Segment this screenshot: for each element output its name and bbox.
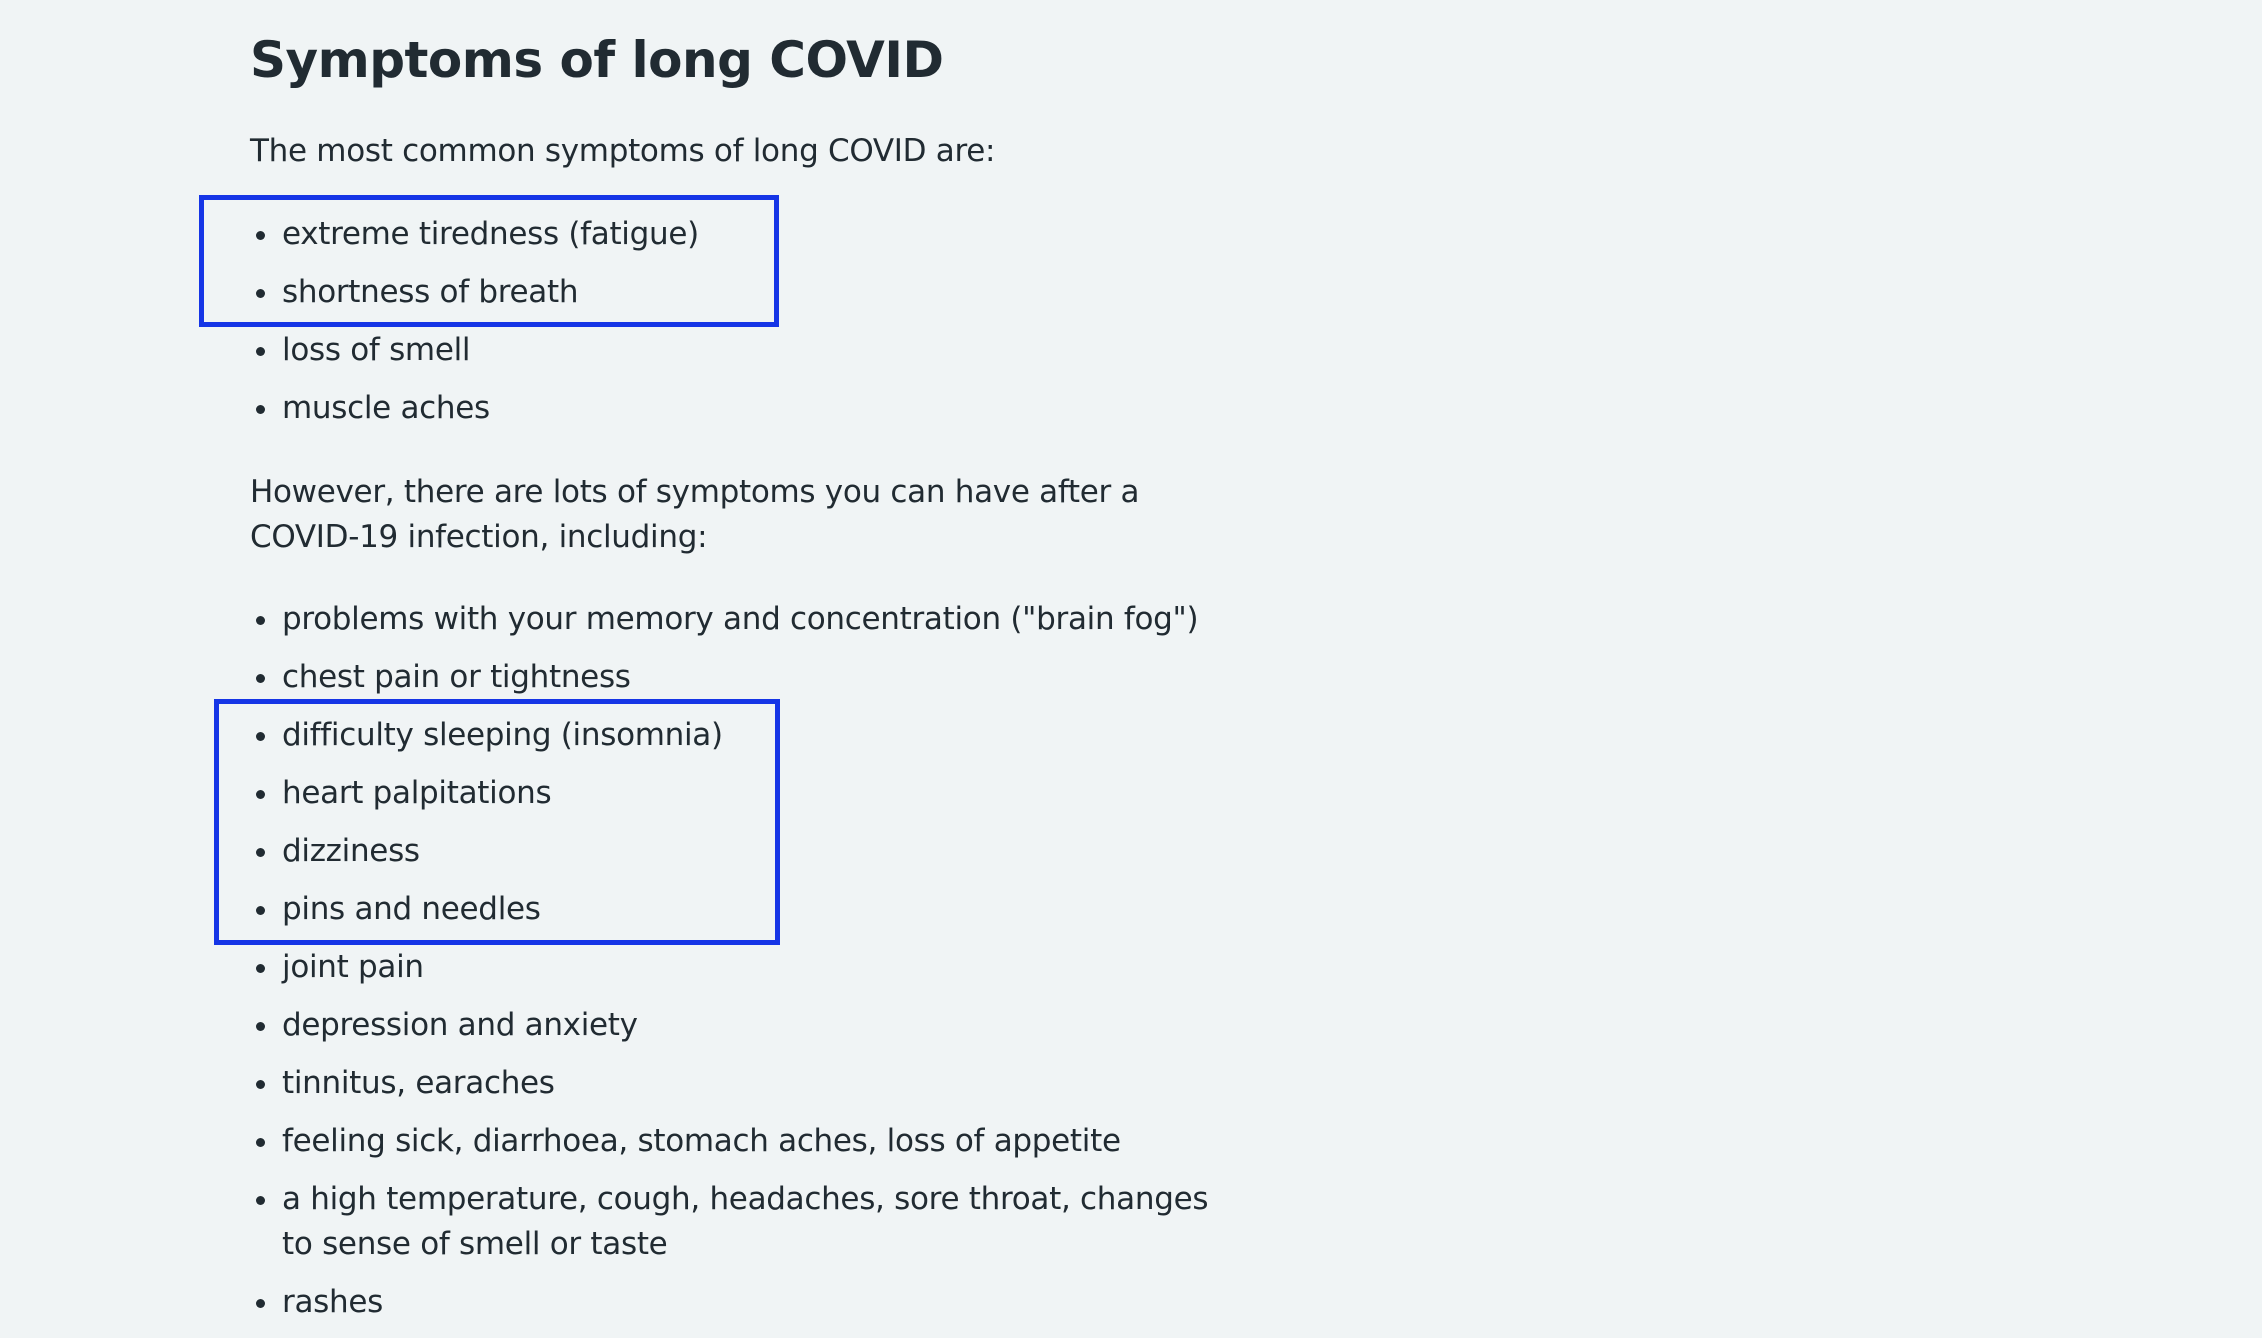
bullet-icon (256, 1080, 265, 1089)
list-item: loss of smell (250, 328, 1300, 373)
bullet-icon (256, 289, 265, 298)
bullet-icon (256, 790, 265, 799)
bullet-icon (256, 405, 265, 414)
list-item: shortness of breath (250, 270, 1300, 315)
list-item: feeling sick, diarrhoea, stomach aches, loss of appetite (250, 1119, 1300, 1164)
list-item: problems with your memory and concentration ("brain fog") (250, 597, 1300, 642)
bullet-icon (256, 848, 265, 857)
list-item: heart palpitations (250, 771, 1300, 816)
list-item: tinnitus, earaches (250, 1061, 1300, 1106)
list-item: a high temperature, cough, headaches, sore throat, changes to sense of smell or taste (250, 1177, 1300, 1267)
list-item: chest pain or tightness (250, 655, 1300, 700)
page-title: Symptoms of long COVID (250, 31, 944, 89)
list-item: extreme tiredness (fatigue) (250, 212, 1300, 257)
list-item: difficulty sleeping (insomnia) (250, 713, 1300, 758)
bullet-icon (256, 964, 265, 973)
however-paragraph: However, there are lots of symptoms you can have after a COVID-19 infection, including: (250, 474, 1140, 555)
list-item: dizziness (250, 829, 1300, 874)
list-item: muscle aches (250, 386, 1300, 431)
bullet-icon (256, 1299, 265, 1308)
bullet-icon (256, 1022, 265, 1031)
common-symptoms-list (250, 212, 1300, 444)
bullet-icon (256, 1196, 265, 1205)
bullet-icon (256, 674, 265, 683)
list-item: pins and needles (250, 887, 1300, 932)
bullet-icon (256, 231, 265, 240)
bullet-icon (256, 732, 265, 741)
bullet-icon (256, 616, 265, 625)
list-item: rashes (250, 1280, 1300, 1325)
bullet-icon (256, 1138, 265, 1147)
bullet-icon (256, 906, 265, 915)
other-symptoms-list (250, 597, 1300, 1338)
list-item: depression and anxiety (250, 1003, 1300, 1048)
bullet-icon (256, 347, 265, 356)
intro-paragraph: The most common symptoms of long COVID are: (250, 133, 996, 169)
list-item: joint pain (250, 945, 1300, 990)
